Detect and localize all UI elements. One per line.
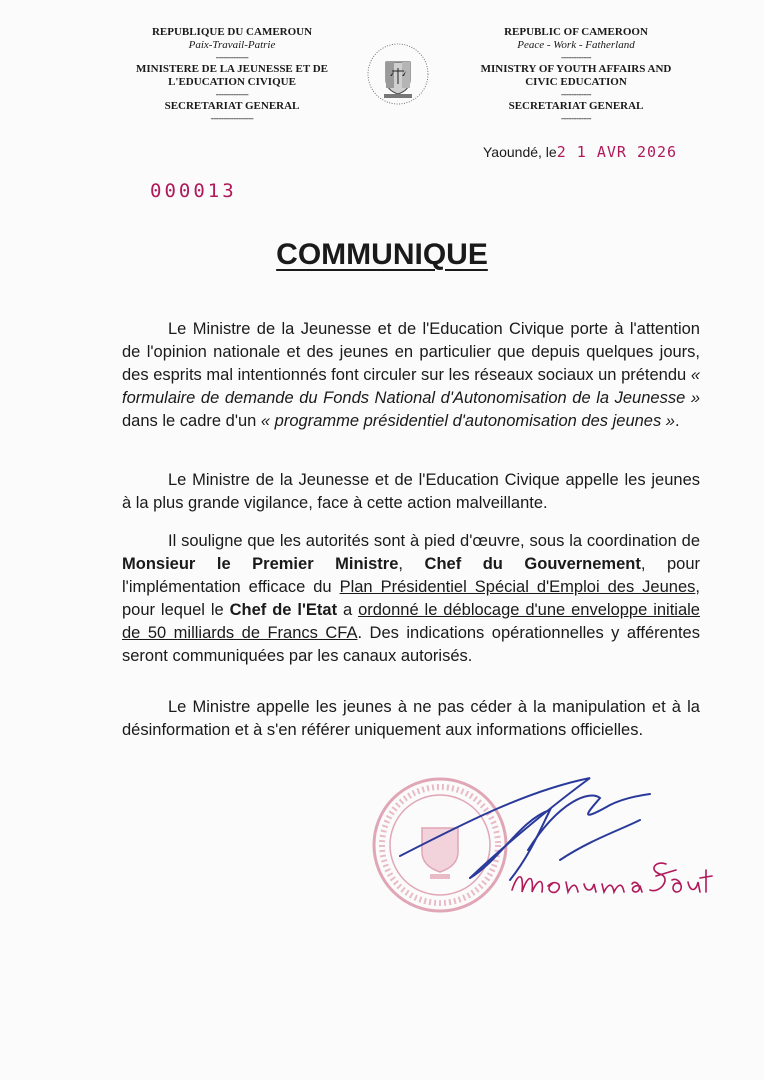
- signature-name: [512, 863, 712, 892]
- paragraph-3: Il souligne que les autorités sont à pied d'œuvre, sous la coordination de Monsieur le Premier Ministre, Chef du Gouvernement, pour l'implémentation efficace du Plan Présidentiel Spécial d'Emploi des Jeunes, pour lequel le Chef de l'Etat a ordonné le déblocage d'une enveloppe initiale de 50 milliards de Francs CFA. Des indications opérationnelles y afférentes seront communiquées par les canaux autorisés.: [122, 532, 700, 665]
- paragraph-1: Le Ministre de la Jeunesse et de l'Education Civique porte à l'attention de l'opinion nationale et des jeunes en particulier que depuis quelques jours, des esprits mal intentionnés font circuler sur les réseaux sociaux un prétendu « formulaire de demande du Fonds National d'Autonomisation de la Jeunesse » dans le cadre d'un « programme présidentiel d'autonomisation des jeunes ».: [122, 320, 700, 430]
- motto-en: Peace - Work - Fatherland: [517, 39, 635, 51]
- paragraph-2: Le Ministre de la Jeunesse et de l'Education Civique appelle les jeunes à la plus grande vigilance, face à cette action malveillante.: [122, 471, 700, 512]
- ministry-en-line1: MINISTRY OF YOUTH AFFAIRS AND: [480, 63, 672, 75]
- header-right: [456, 26, 696, 124]
- ministry-fr-line1: MINISTERE DE LA JEUNESSE ET DE: [135, 63, 329, 75]
- separator: ------------: [561, 52, 591, 62]
- country-fr: REPUBLIQUE DU CAMEROUN: [151, 26, 313, 38]
- separator: -------------: [215, 89, 249, 99]
- date-stamp: 2 1 AVR 2026: [556, 143, 678, 161]
- separator: ------------: [561, 89, 591, 99]
- separator: ------------: [561, 113, 591, 123]
- ministry-en-line2: CIVIC EDUCATION: [525, 76, 627, 88]
- signature-and-seal: [360, 760, 720, 930]
- country-en: REPUBLIC OF CAMEROON: [504, 26, 648, 38]
- page-title: COMMUNIQUE: [276, 238, 488, 271]
- separator: -------------: [215, 52, 249, 62]
- separator: -----------------: [210, 113, 254, 123]
- date-prefix: Yaoundé, le: [483, 144, 557, 160]
- date-line: [483, 143, 677, 161]
- office-fr: SECRETARIAT GENERAL: [164, 100, 300, 112]
- header-left: [112, 26, 352, 124]
- office-en: SECRETARIAT GENERAL: [508, 100, 644, 112]
- official-seal: [374, 779, 506, 911]
- coat-of-arms-icon: [362, 38, 434, 110]
- ministry-fr-line2: L'EDUCATION CIVIQUE: [168, 76, 296, 88]
- paragraph-4: Le Ministre appelle les jeunes à ne pas céder à la manipulation et à la désinformation et à s'en référer uniquement aux informations officielles.: [122, 698, 700, 739]
- reference-number: 000013: [150, 180, 237, 202]
- motto-fr: Paix-Travail-Patrie: [188, 39, 276, 51]
